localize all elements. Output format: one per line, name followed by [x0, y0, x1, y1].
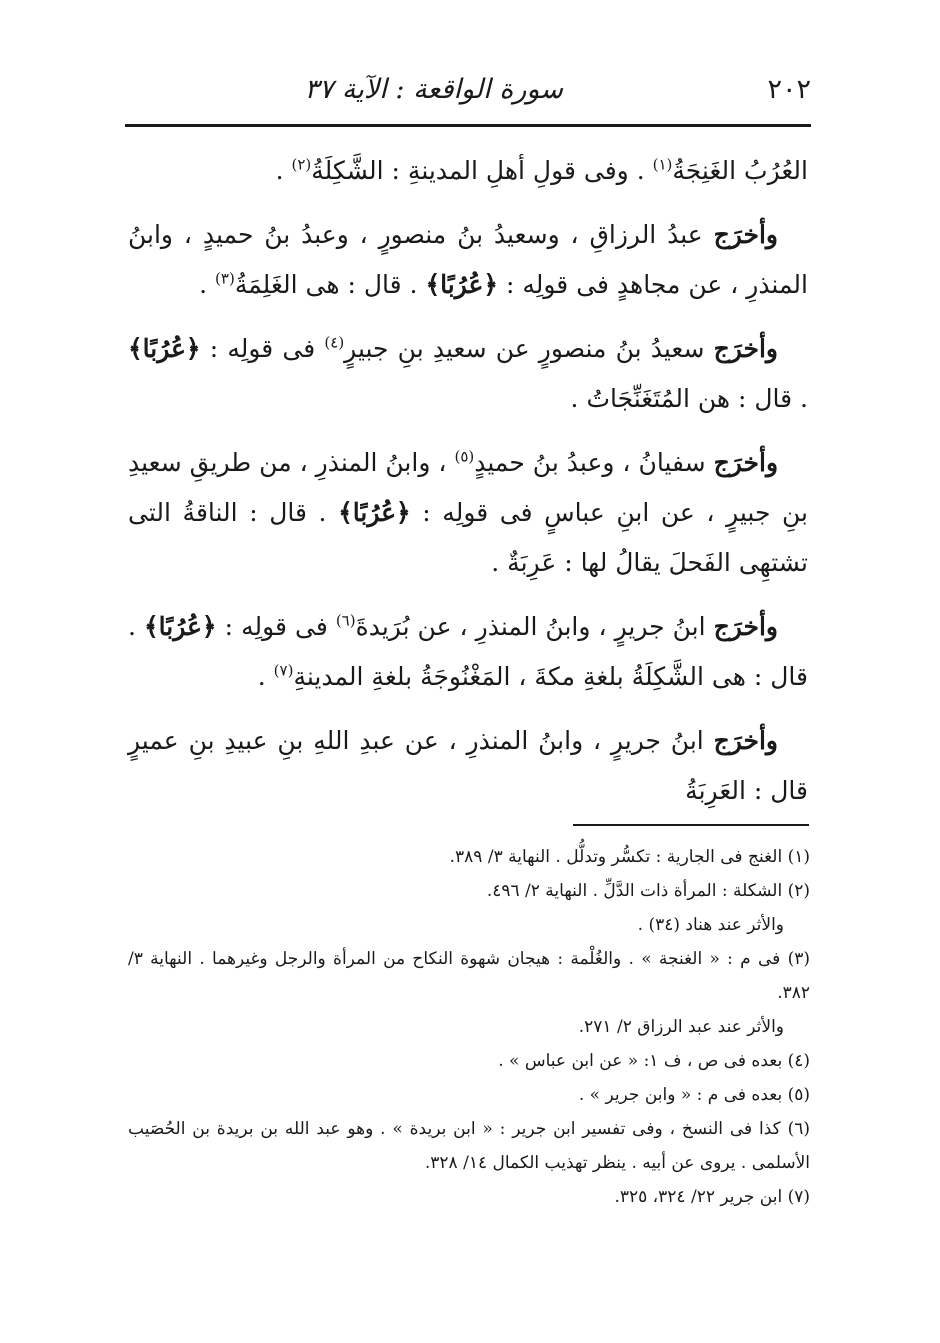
header-rule	[125, 124, 811, 127]
footnote-2: (٢) الشكلة : المرأة ذات الدَّلِّ . النهاية ٢/ ٤٩٦.	[486, 881, 810, 901]
text-run: العُرُبُ الغَنِجَةُ	[672, 156, 808, 185]
paragraph-1	[128, 146, 808, 196]
footnotes	[128, 840, 810, 1214]
footnote-ref: (٤)	[324, 333, 345, 352]
lead-word: وأخرَج	[713, 334, 778, 363]
footnote-4: (٤) بعده فى ص ، ف ١: « عن ابن عباس » .	[498, 1051, 810, 1071]
text-run: ، وابنُ المنذرِ ، من طريقِ سعيدِ بنِ جبيرٍ ، عن ابنِ عباسٍ فى قولِه :	[128, 448, 808, 527]
lead-word: وأخرَج	[713, 448, 779, 477]
text-run: سفيانُ ، وعبدُ بنُ حميدٍ	[474, 448, 714, 477]
running-title: سورة الواقعة : الآية ٣٧	[304, 74, 563, 105]
footnote-ref: (٢)	[291, 155, 312, 174]
quran-quote: ﴿عُرُبًا﴾	[143, 612, 217, 641]
text-run: عبدُ الرزاقِ ، وسعيدُ بنُ منصورٍ ، وعبدُ بنُ حميدٍ ، وابنُ المنذرِ ، عن مجاهدٍ فى قولِه :	[128, 220, 808, 299]
paragraph-3	[128, 324, 808, 424]
text-run: . قال : هن المُتَغَنِّجَاتُ .	[570, 384, 808, 413]
footnote-1: (١) الغنج فى الجارية : تكسُّر وتدلُّل . النهاية ٣/ ٣٨٩.	[449, 847, 810, 867]
text-run: . قال : الناقةُ التى تشتهِى الفَحلَ يقالُ لها : عَرِبَةٌ .	[128, 498, 808, 577]
text-run: ابنُ جريرٍ ، وابنُ المنذرِ ، عن بُرَيدةَ	[355, 612, 714, 641]
footnote-3: (٣) فى م : « الغنجة » . والغُلْمة : هيجان شهوة النكاح من المرأة والرجل وغيرهما . النهاية ٣/ ٣٨٢.	[128, 949, 810, 1003]
quran-quote: ﴿عُرُبًا﴾	[128, 334, 201, 363]
text-run: فى قولِه :	[216, 612, 336, 641]
footnote-rule	[573, 824, 809, 826]
paragraph-4	[128, 438, 808, 588]
text-run: فى قولِه :	[200, 334, 325, 363]
footnote-ref: (٥)	[454, 447, 475, 466]
text-run: .	[199, 270, 216, 299]
text-run: . وفى قولِ أهلِ المدينةِ : الشَّكِلَةُ	[311, 156, 653, 185]
main-text	[128, 146, 808, 830]
text-run: .	[275, 156, 292, 185]
text-run: سعيدُ بنُ منصورٍ عن سعيدِ بنِ جبيرٍ	[344, 334, 714, 363]
lead-word: وأخرَج	[713, 220, 778, 249]
paragraph-2	[128, 210, 808, 310]
footnote-2-continuation: والأثر عند هناد (٣٤) .	[637, 915, 784, 935]
text-run: ابنُ جريرٍ ، وابنُ المنذرِ ، عن عبدِ اللهِ بنِ عبيدِ بنِ عميرٍ قال : العَرِبَةُ	[128, 726, 808, 805]
paragraph-5	[128, 602, 808, 702]
footnote-ref: (٧)	[273, 661, 294, 680]
footnote-ref: (١)	[652, 155, 673, 174]
text-run: . قال : هى الشَّكِلَةُ بلغةِ مكةَ ، المَغْنُوجَةُ بلغةِ المدينةِ	[128, 612, 808, 691]
lead-word: وأخرَج	[713, 612, 778, 641]
footnote-7: (٧) ابن جرير ٢٢/ ٣٢٤، ٣٢٥.	[614, 1187, 810, 1207]
footnote-5: (٥) بعده فى م : « وابن جرير » .	[578, 1085, 810, 1105]
page-number: ٢٠٢	[767, 74, 811, 105]
quran-quote: ﴿عُرُبًا﴾	[425, 270, 499, 299]
lead-word: وأخرَج	[713, 726, 778, 755]
quran-quote: ﴿عُرُبًا﴾	[338, 498, 411, 527]
footnote-ref: (٣)	[215, 269, 235, 288]
page-header	[125, 68, 811, 118]
text-run: . قال : هى الغَلِمَةُ	[234, 270, 426, 299]
footnote-ref: (٦)	[335, 611, 356, 630]
text-run: .	[257, 662, 274, 691]
footnote-6: (٦) كذا فى النسخ ، وفى تفسير ابن جرير : « ابن بريدة » . وهو عبد الله بن بريدة بن الحُصَيب الأسلمى . يروى عن أبيه . ينظر تهذيب الكمال ١٤/ ٣٢٨.	[128, 1119, 810, 1173]
paragraph-6	[128, 716, 808, 816]
footnote-3-continuation: والأثر عند عبد الرزاق ٢/ ٢٧١.	[578, 1017, 784, 1037]
